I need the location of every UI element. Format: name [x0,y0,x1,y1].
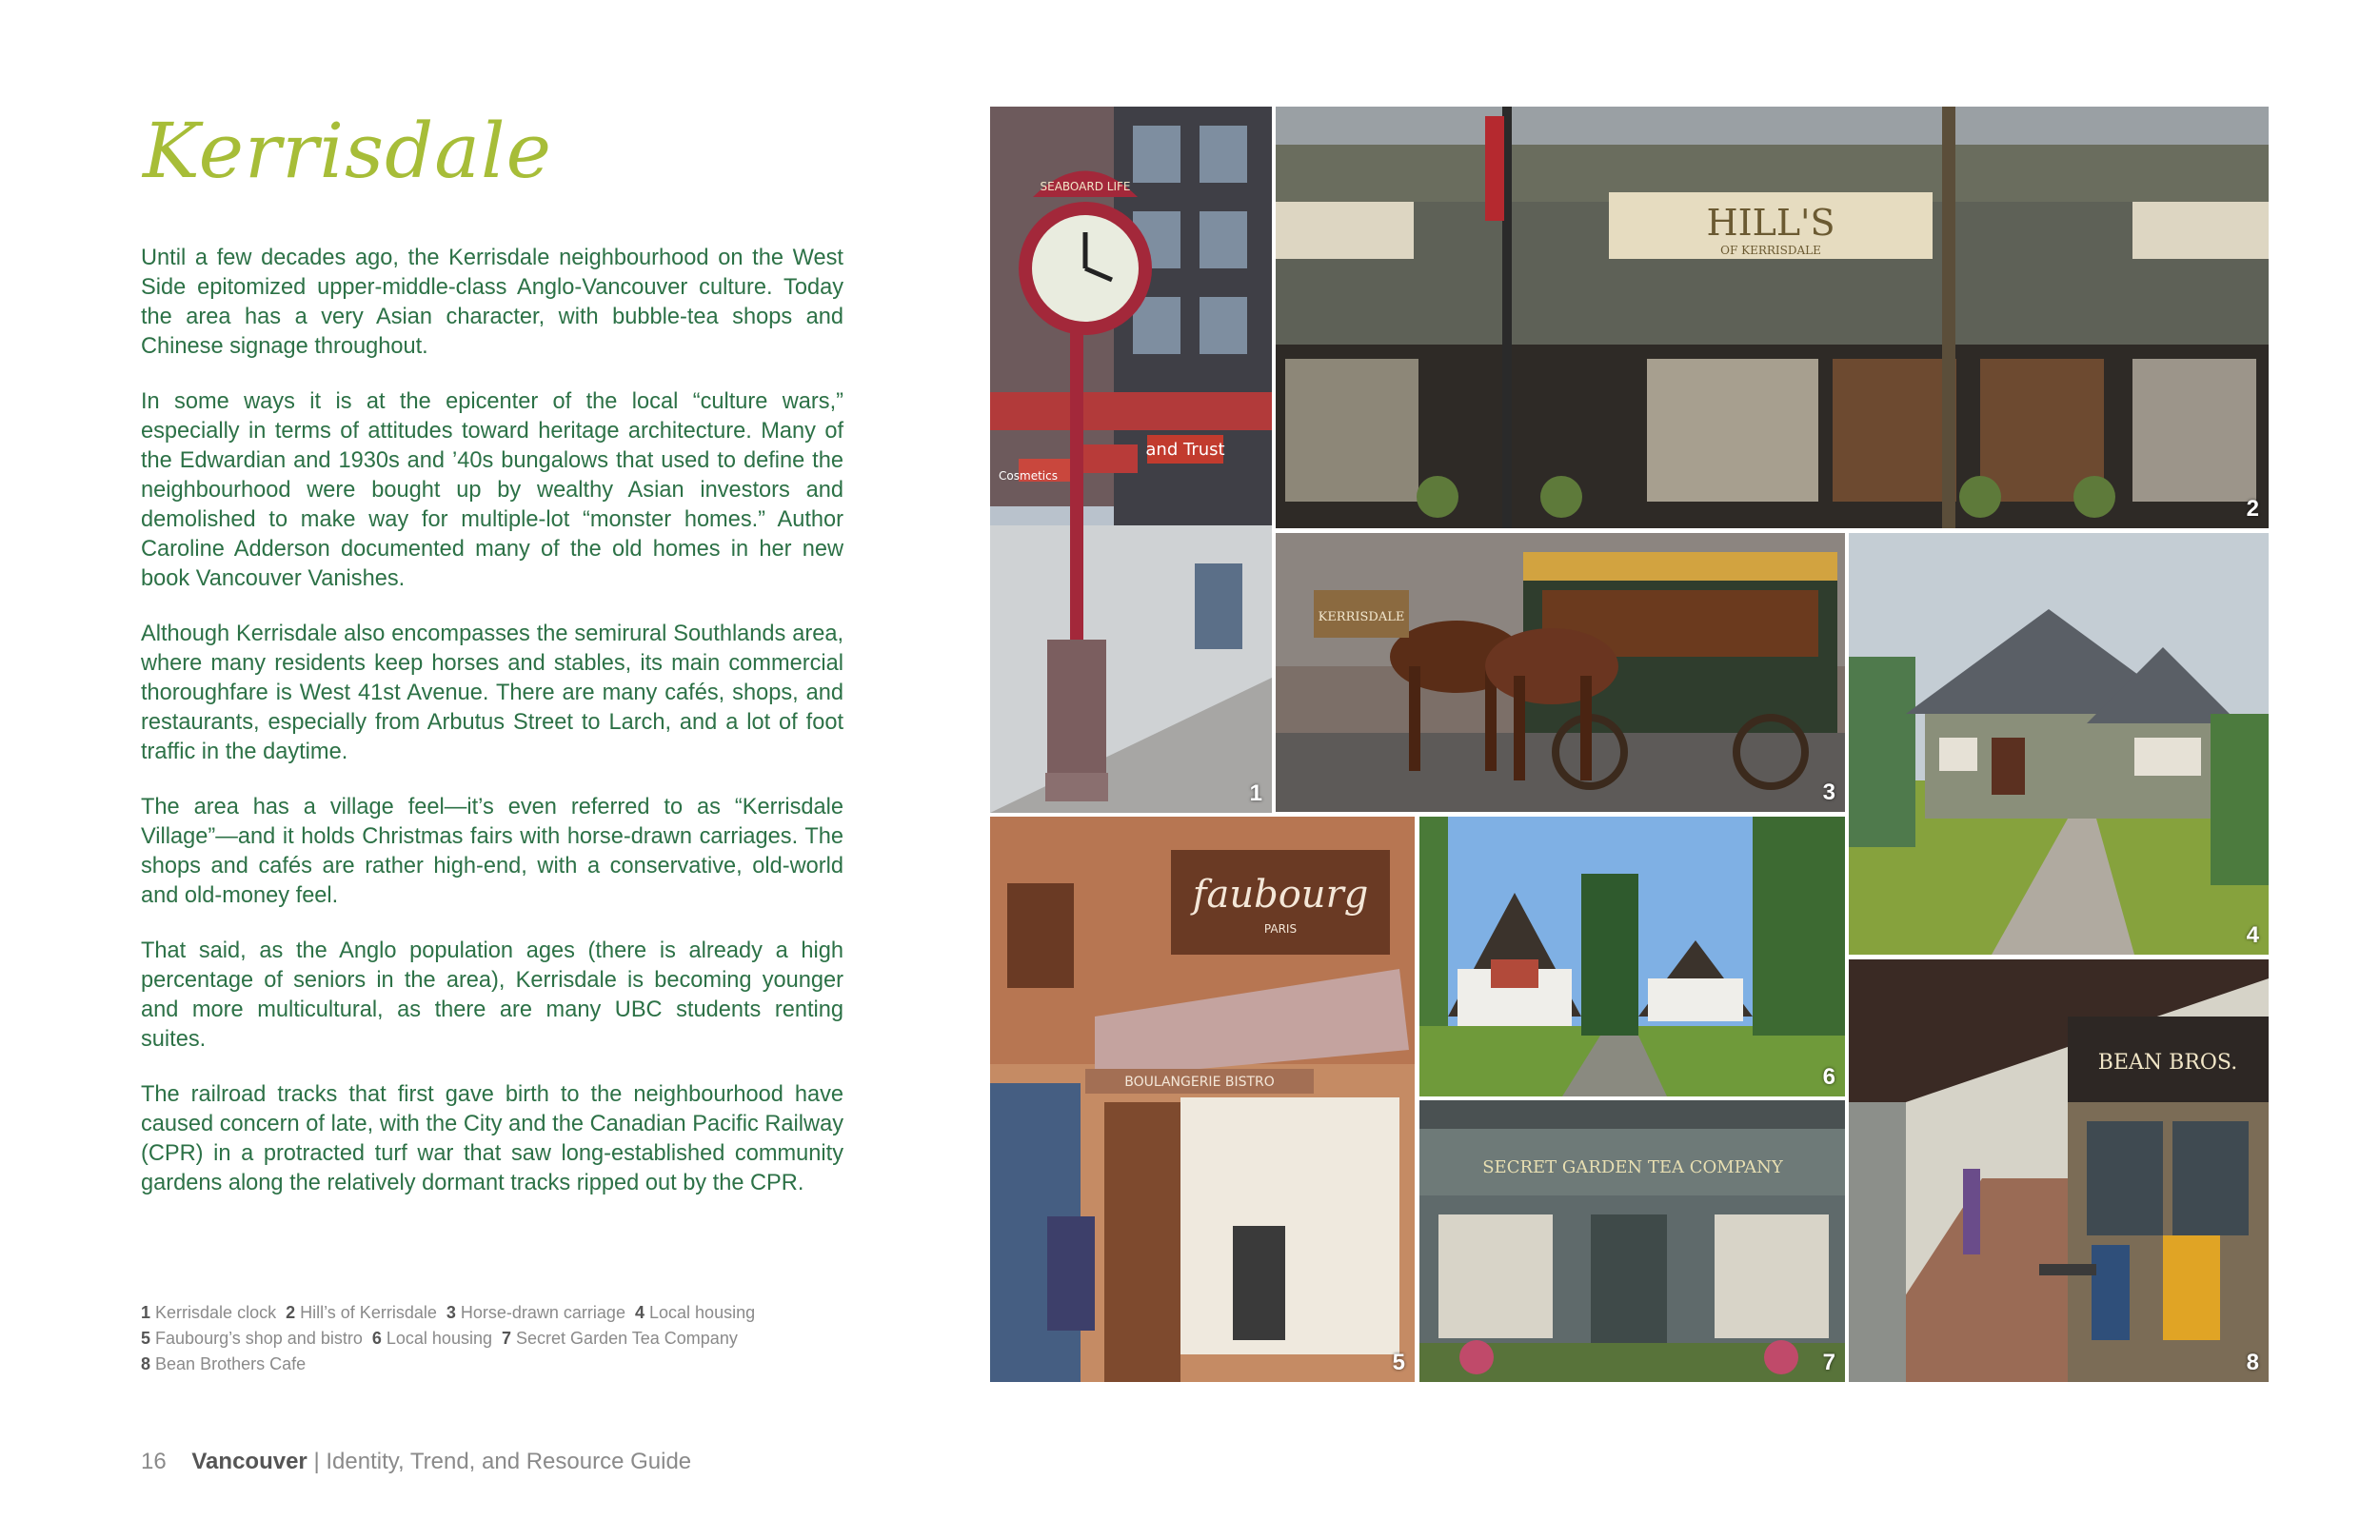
photo-secret-garden-tea [1419,1100,1845,1382]
page-number: 16 [141,1449,167,1474]
photo-number-badge: 3 [1822,780,1835,805]
photo-captions [141,1300,864,1377]
paragraph: The area has a village feel—it’s even referred to as “Kerrisdale Village”—and it holds Christmas fairs with horse-drawn carriages. The shops and cafés are rather high-end, with a conservative, old-world and old-money feel. [141,795,843,908]
caption-item: 3 Horse-drawn carriage [446,1303,625,1322]
faubourg-illustration [990,817,1415,1382]
article-body [141,244,843,1224]
paragraph: The railroad tracks that first gave birth to the neighbourhood have caused concern of late, with the City and the Canadian Pacific Railway (CPR) in a protracted turf war that saw long-established community gardens along the relatively dormant tracks ripped out by the CPR. [141,1082,843,1195]
photo-number-badge: 1 [1249,780,1262,806]
bean-bros-sign: BEAN BROS. [2097,1051,2238,1075]
faubourg-subsign: PARIS [1263,922,1298,936]
photo-hills-of-kerrisdale [1276,107,2269,528]
faubourg-sign: faubourg [1192,873,1369,917]
paragraph: Until a few decades ago, the Kerrisdale neighbourhood on the West Side epitomized upper-middle-class Anglo-Vancouver culture. Today the area has a very Asian character, with bubble-tea shops and Chinese signage throughout. [141,246,843,359]
photo-local-housing-tudor [1419,817,1845,1096]
caption-item: 7 Secret Garden Tea Company [502,1329,738,1348]
awning-text: BOULANGERIE BISTRO [1124,1075,1275,1090]
caption-item: 4 Local housing [634,1303,756,1322]
clock-banner-text: SEABOARD LIFE [1040,180,1131,193]
footer-subtitle: Identity, Trend, and Resource Guide [326,1449,692,1474]
carriage-illustration [1276,533,1845,812]
caption-item: 1 Kerrisdale clock [141,1303,277,1322]
trust-sign: and Trust [1145,440,1225,460]
photo-kerrisdale-clock [990,107,1272,813]
footer-brand: Vancouver [191,1449,307,1474]
photo-faubourg-bistro [990,817,1415,1382]
storefront-illustration [1276,107,2269,528]
caption-item: 8 Bean Brothers Cafe [141,1354,307,1373]
photo-bean-brothers [1849,959,2269,1382]
photo-number-badge: 2 [2246,496,2259,522]
footer-separator: | [307,1449,327,1474]
welcome-sign: KERRISDALE [1318,610,1405,624]
photo-number-badge: 6 [1822,1064,1835,1090]
page-footer [141,1449,691,1475]
caption-item: 2 Hill’s of Kerrisdale [286,1303,437,1322]
secret-garden-sign: SECRET GARDEN TEA COMPANY [1482,1157,1783,1177]
caption-item: 5 Faubourg’s shop and bistro [141,1329,363,1348]
photo-number-badge: 5 [1392,1350,1405,1375]
caption-item: 6 Local housing [371,1329,492,1348]
cosmetics-sign: Cosmetics [999,469,1058,483]
hills-sign: HILL'S [1706,202,1835,244]
cafe-illustration [1849,959,2269,1382]
photo-number-badge: 7 [1822,1350,1835,1375]
tudor-illustration [1419,817,1845,1096]
photo-number-badge: 4 [2246,922,2259,948]
hills-subsign: OF KERRISDALE [1720,244,1821,257]
house-illustration [1849,533,2269,955]
paragraph: That said, as the Anglo population ages (there is already a high percentage of seniors in the area), Kerrisdale is becoming younger and more multicultural, as there are many UBC students renting suites. [141,938,843,1052]
paragraph: In some ways it is at the epicenter of the local “culture wars,” especially in terms of attitudes toward heritage architecture. Many of the Edwardian and 1930s and ’40s bungalows that used to define the neighbourhood were bought up by wealthy Asian investors and demolished to make way for multiple-lot “monster homes.” Author Caroline Adderson documented many of the old homes in her new book Vancouver Vanishes. [141,389,843,591]
paragraph: Although Kerrisdale also encompasses the semirural Southlands area, where many residents keep horses and stables, its main commercial thoroughfare is West 41st Avenue. There are many cafés, shops, and restaurants, especially from Arbutus Street to Larch, and a lot of foot traffic in the daytime. [141,622,843,764]
photo-number-badge: 8 [2246,1350,2259,1375]
page-title: Kerrisdale [143,107,552,195]
clock-illustration [990,107,1272,813]
tea-shop-illustration [1419,1100,1845,1382]
photo-local-housing-house [1849,533,2269,955]
photo-horse-carriage [1276,533,1845,812]
